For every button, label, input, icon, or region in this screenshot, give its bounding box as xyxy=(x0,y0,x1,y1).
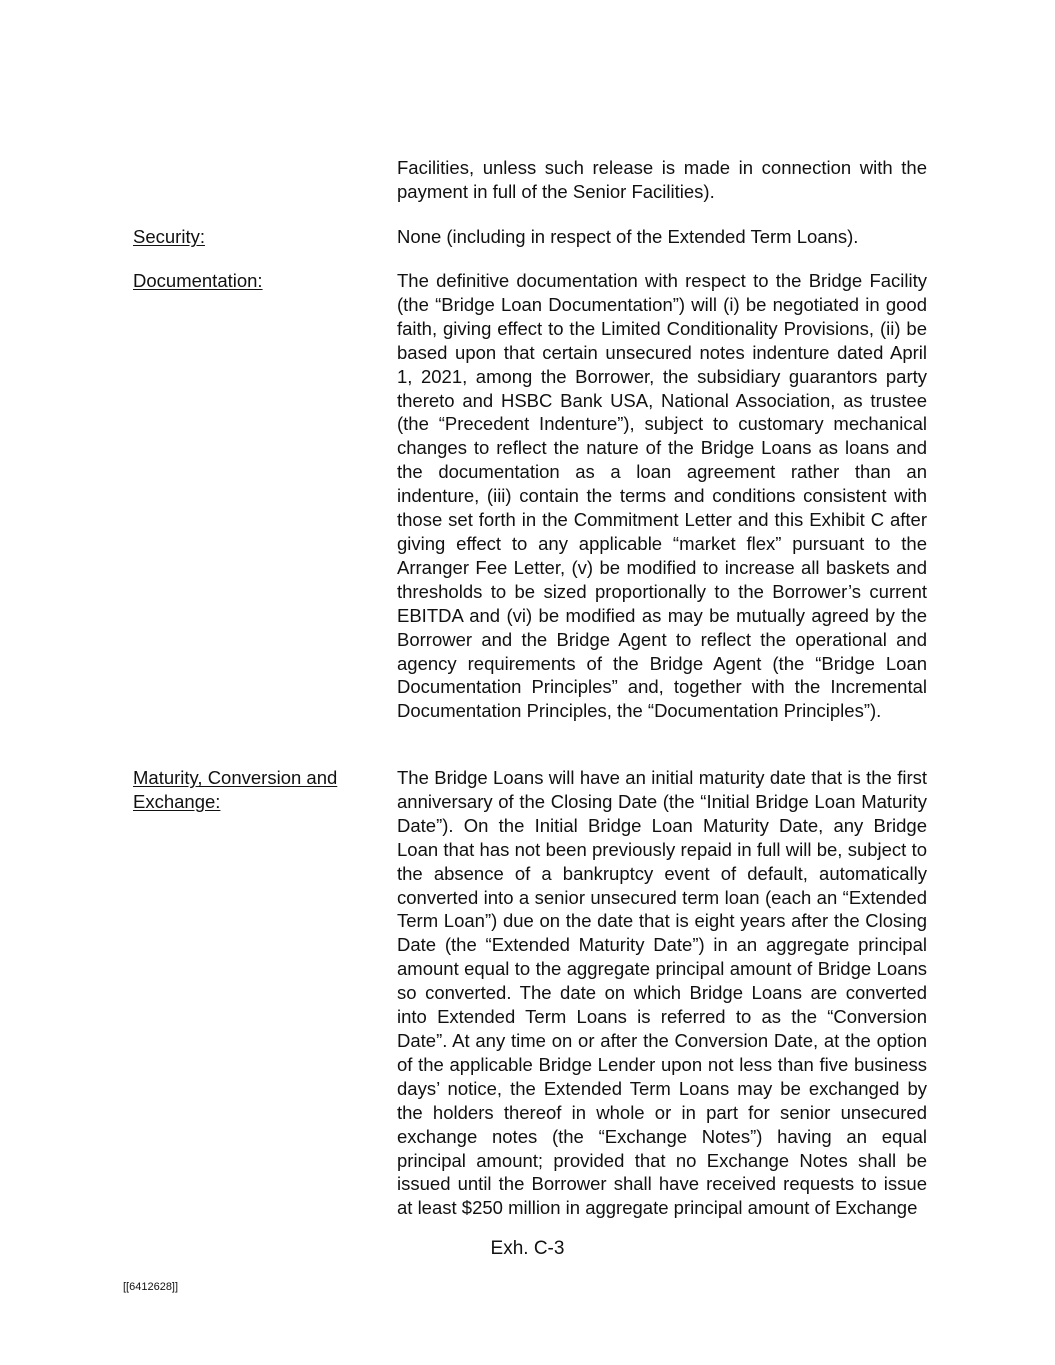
page-number: Exh. C-3 xyxy=(490,1238,565,1259)
document-id: [[6412628]] xyxy=(123,1281,179,1293)
section-text: The definitive documentation with respect to the Bridge Facility (the “Bridge Loan Documentation”) will (i) be negotiated in good faith, giving effect to the Limited Conditionality Provisions, (ii) be based upon that certain unsecured notes indenture dated April 1, 2021, among the Borrower, the subsidiary guarantors party thereto and HSBC Bank USA, National Association, as trustee (the “Precedent Indenture”), subject to customary mechanical changes to reflect the nature of the Bridge Loans as loans and the documentation as a loan agreement rather than an indenture, (iii) contain the terms and conditions consistent with those set forth in the Commitment Letter and this Exhibit C after giving effect to any applicable “market flex” pursuant to the Arranger Fee Letter, (v) be modified to increase all baskets and thresholds to be sized proportionally to the Borrower’s current EBITDA and (vi) be modified as may be mutually agreed by the Borrower and the Bridge Agent to reflect the operational and agency requirements of the Bridge Agent (the “Bridge Loan Documentation Principles” and, together with the Incremental Documentation Principles, the “Documentation Principles”). xyxy=(397,270,927,722)
section-text: The Bridge Loans will have an initial maturity date that is the first anniversary of the Closing Date (the “Initial Bridge Loan Maturity Date”). On the Initial Bridge Loan Maturity Date, any Bridge Loan that has not been previously repaid in full will be, subject to the absence of a bankruptcy event of default, automatically converted into a senior unsecured term loan (each an “Extended Term Loan”) due on the date that is eight years after the Closing Date (the “Extended Maturity Date”) in an aggregate principal amount equal to the aggregate principal amount of Bridge Loans so converted. The date on which Bridge Loans are converted into Extended Term Loans is referred to as the “Conversion Date”. At any time on or after the Conversion Date, at the option of the applicable Bridge Lender upon not less than five business days’ notice, the Extended Term Loans may be exchanged by the holders thereof in whole or in part for senior unsecured exchange notes (the “Exchange Notes”) having an equal principal amount; provided that no Exchange Notes shall be issued until the Borrower shall have received requests to issue at least $250 million in aggregate principal amount of Exchange xyxy=(397,767,927,1219)
section-label: Documentation: xyxy=(133,270,263,291)
section-text: None (including in respect of the Extended Term Loans). xyxy=(397,226,859,247)
section-text: Facilities, unless such release is made in connection with the payment in full of the Senior Facilities). xyxy=(397,157,927,202)
section-label: Security: xyxy=(133,226,205,247)
section-label: Maturity, Conversion and Exchange: xyxy=(133,767,338,812)
